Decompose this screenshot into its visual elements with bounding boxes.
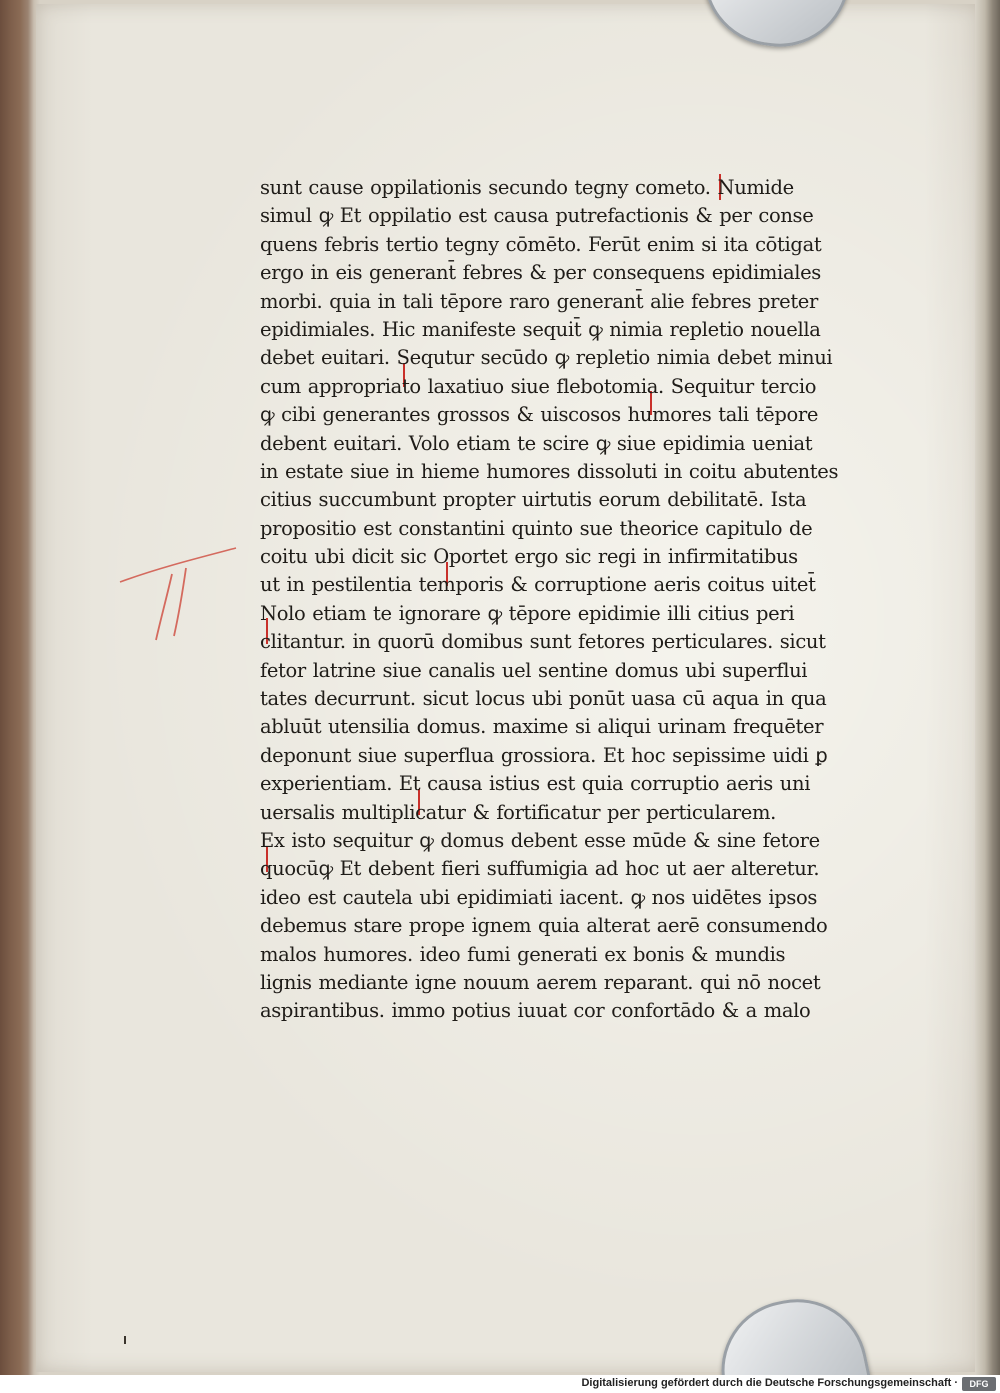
text-line: lignis mediante igne nouum aerem reparant. qui nō nocet <box>260 970 821 994</box>
text-line: tates decurrunt. sicut locus ubi ponūt uasa cū aqua in qua <box>260 687 827 711</box>
funding-credit: Digitalisierung gefördert durch die Deutsche Forschungsgemeinschaft · <box>581 1377 958 1389</box>
text-line: quens febris tertio tegny cōmēto. Ferūt enim si ita cōtigat <box>260 232 822 256</box>
text-line: uersalis multiplicatur & fortificatur per perticularem. <box>260 800 776 824</box>
text-line: debet euitari. Sequtur secūdo ꝙ repletio nimia debet minui <box>260 346 833 370</box>
text-line: Nolo etiam te ignorare ꝙ tēpore epidimie illi citius peri <box>260 601 795 625</box>
text-line: Ex isto sequitur ꝙ domus debent esse mūde & sine fetore <box>260 828 820 852</box>
text-line: experientiam. Et causa istius est quia corruptio aeris uni <box>260 772 811 796</box>
text-line: cum appropriato laxatiuo siue flebotomia. Sequitur tercio <box>260 374 817 398</box>
text-line: fetor latrine siue canalis uel sentine domus ubi superflui <box>260 658 808 682</box>
text-line: citius succumbunt propter uirtutis eorum debilitatē. Ista <box>260 488 807 512</box>
text-line: abluūt utensilia domus. maxime si aliqui urinam frequēter <box>260 715 824 739</box>
text-line: propositio est constantini quinto sue theorice capitulo de <box>260 516 813 540</box>
text-line: in estate siue in hieme humores dissoluti in coitu abutentes <box>260 459 839 483</box>
text-line: ideo est cautela ubi epidimiati iacent. ꝙ nos uidētes ipsos <box>260 885 818 909</box>
text-line: deponunt siue superflua grossiora. Et hoc sepissime uidi ꝑ <box>260 743 828 767</box>
page-edge <box>975 0 1000 1375</box>
text-line: ut in pestilentia temporis & corruptione aeris coitus uitet̄ <box>260 573 816 597</box>
text-line: simul ꝙ Et oppilatio est causa putrefactionis & per conse <box>260 204 814 228</box>
text-line: epidimiales. Hic manifeste sequit̄ ꝙ nimia repletio nouella <box>260 317 821 341</box>
text-line: ꝙ cibi generantes grossos & uiscosos humores tali tēpore <box>260 403 819 427</box>
dfg-logo: DFG <box>962 1377 996 1391</box>
text-line: quocūꝙ Et debent fieri suffumigia ad hoc ut aer alteretur. <box>260 857 820 881</box>
text-line: aspirantibus. immo potius iuuat cor confortādo & a malo <box>260 999 811 1023</box>
stray-ink-mark <box>124 1336 126 1344</box>
text-line: malos humores. ideo fumi generati ex bonis & mundis <box>260 942 786 966</box>
text-line: debent euitari. Volo etiam te scire ꝙ siue epidimia ueniat <box>260 431 813 455</box>
text-line: morbi. quia in tali tēpore raro generant̄ alie febres preter <box>260 289 818 313</box>
text-line: coitu ubi dicit sic Oportet ergo sic regi in infirmitatibus <box>260 545 798 569</box>
text-line: debemus stare prope ignem quia alterat aerē consumendo <box>260 914 828 938</box>
marginal-pen-stroke-icon <box>118 540 238 650</box>
text-line: ergo in eis generant̄ febres & per consequens epidimiales <box>260 261 821 285</box>
text-line: clitantur. in quorū domibus sunt fetores perticulares. sicut <box>260 630 826 654</box>
body-text <box>260 174 839 1026</box>
text-line: sunt cause oppilationis secundo tegny cometo. Numide <box>260 176 794 199</box>
